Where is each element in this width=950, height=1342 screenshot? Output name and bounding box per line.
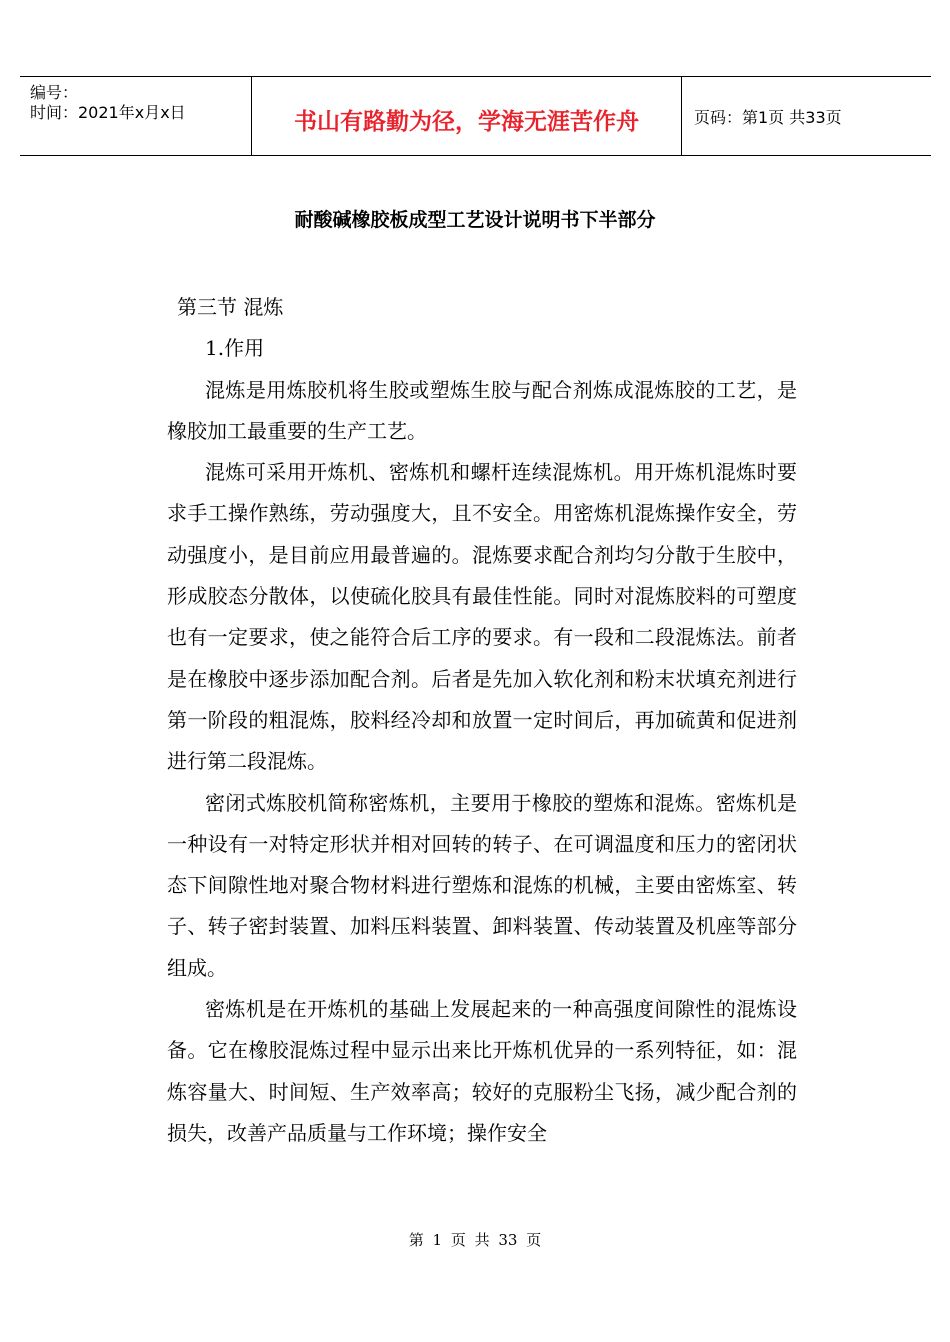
body-paragraph: 密炼机是在开炼机的基础上发展起来的一种高强度间隙性的混炼设备。它在橡胶混炼过程中显示出来比开炼机优异的一系列特征，如：混炼容量大、时间短、生产效率高；较好的克服粉尘飞扬，减少配合剂的损失，改善产品质量与工作环境；操作安全 xyxy=(167,997,797,1145)
document-time-label: 时间：2021年x月x日 xyxy=(30,103,186,122)
body-paragraph: 混炼是用炼胶机将生胶或塑炼生胶与配合剂炼成混炼胶的工艺，是橡胶加工最重要的生产工艺。 xyxy=(167,377,797,443)
body-paragraph: 密闭式炼胶机简称密炼机，主要用于橡胶的塑炼和混炼。密炼机是一种设有一对特定形状并相对回转的转子、在可调温度和压力的密闭状态下间隙性地对聚合物材料进行塑炼和混炼的机械，主要由密炼室、转子、转子密封装置、加料压料装置、卸料装置、传动装置及机座等部分组成。 xyxy=(167,790,797,980)
header-motto: 书山有路勤为径，学海无涯苦作舟 xyxy=(294,108,639,135)
page-footer: 第 1 页 共 33 页 xyxy=(408,1231,542,1249)
header-table xyxy=(20,76,931,156)
sub-heading: 1.作用 xyxy=(205,336,265,361)
document-title: 耐酸碱橡胶板成型工艺设计说明书下半部分 xyxy=(294,209,656,231)
section-heading: 第三节 混炼 xyxy=(177,295,284,319)
header-meta-cell xyxy=(20,77,252,155)
header-page-cell xyxy=(682,77,931,155)
body-paragraph: 混炼可采用开炼机、密炼机和螺杆连续混炼机。用开炼机混炼时要求手工操作熟练，劳动强度大，且不安全。用密炼机混炼操作安全，劳动强度小，是目前应用最普遍的。混炼要求配合剂均匀分散于生胶中，形成胶态分散体，以使硫化胶具有最佳性能。同时对混炼胶料的可塑度也有一定要求，使之能符合后工序的要求。有一段和二段混炼法。前者是在橡胶中逐步添加配合剂。后者是先加入软化剂和粉末状填充剂进行第一阶段的粗混炼，胶料经冷却和放置一定时间后，再加硫黄和促进剂进行第二段混炼。 xyxy=(167,460,797,774)
document-body xyxy=(167,287,797,1154)
header-motto-cell xyxy=(252,77,682,155)
header-page-info: 页码：第1页 共33页 xyxy=(694,107,842,127)
document-number-label: 编号： xyxy=(30,83,79,102)
